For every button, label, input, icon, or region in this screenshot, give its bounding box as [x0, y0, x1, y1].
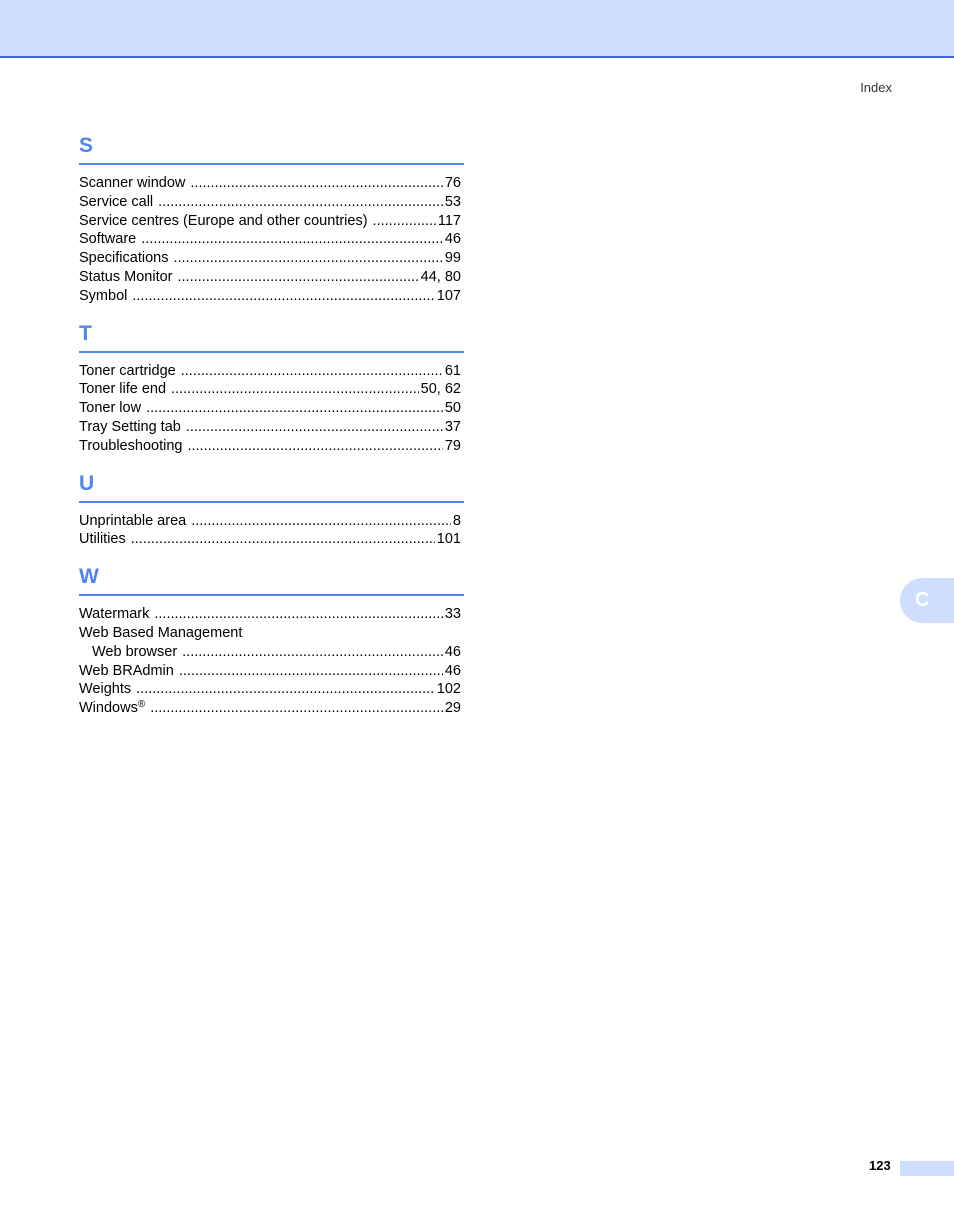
index-entry: [79, 362, 461, 381]
dot-leader: [171, 380, 419, 399]
entry-term: Toner cartridge: [79, 362, 176, 379]
entry-pages: 101: [436, 531, 461, 548]
entry-pages: 53: [444, 193, 461, 210]
entry-term: [79, 699, 145, 718]
chapter-tab-label: C: [915, 589, 930, 611]
index-section-u: [79, 470, 464, 550]
page-number-tab: [900, 1161, 954, 1176]
entry-pages: 46: [444, 662, 461, 679]
dot-leader: [191, 512, 451, 531]
section-letter: U: [79, 470, 464, 503]
entry-term: Troubleshooting: [79, 437, 183, 454]
page-number: 123: [869, 1158, 891, 1173]
entry-term: Watermark: [79, 606, 150, 623]
entry-term: Web browser: [92, 643, 178, 660]
index-section-w: [79, 563, 464, 718]
entry-pages: 29: [444, 700, 461, 717]
index-entry: [79, 512, 461, 531]
entry-pages: 99: [444, 250, 461, 267]
entry-term: Unprintable area: [79, 512, 187, 529]
index-entry: [79, 605, 461, 624]
dot-leader: [190, 174, 442, 193]
index-entry: [79, 437, 461, 456]
entry-term-text: Windows: [79, 700, 138, 717]
dot-leader: [373, 212, 436, 231]
entry-term: Weights: [79, 681, 132, 698]
index-entry: [79, 380, 461, 399]
index-entry: [79, 399, 461, 418]
index-entry: [79, 193, 461, 212]
dot-leader: [146, 399, 443, 418]
index-entry: [79, 530, 461, 549]
index-entry: [79, 418, 461, 437]
entry-term: Service call: [79, 193, 154, 210]
index-entry: [79, 662, 461, 681]
entry-term: Toner life end: [79, 381, 167, 398]
index-section-t: [79, 320, 464, 456]
dot-leader: [187, 437, 442, 456]
entry-pages: 102: [436, 681, 461, 698]
entry-pages: 76: [444, 175, 461, 191]
entry-pages: 33: [444, 606, 461, 623]
entry-pages: 50, 62: [420, 381, 461, 398]
entry-term: Software: [79, 231, 137, 248]
dot-leader: [131, 530, 435, 549]
dot-leader: [179, 662, 443, 681]
section-letter: T: [79, 320, 464, 353]
dot-leader: [132, 287, 434, 306]
dot-leader: [173, 249, 442, 268]
index-entry: [79, 680, 461, 699]
index-entry-heading: Web Based Management: [79, 624, 243, 641]
entry-term: Toner low: [79, 400, 142, 417]
entry-term: Scanner window: [79, 175, 186, 191]
header-section-label: Index: [860, 80, 892, 95]
entry-pages: 46: [444, 643, 461, 660]
dot-leader: [181, 362, 443, 381]
index-entry: [79, 174, 461, 193]
entry-pages: 46: [444, 231, 461, 248]
index-entry: [79, 249, 461, 268]
dot-leader: [178, 268, 419, 287]
dot-leader: [182, 643, 443, 662]
index-entry: [79, 268, 461, 287]
dot-leader: [186, 418, 443, 437]
dot-leader: [158, 193, 443, 212]
entry-term: Web BRAdmin: [79, 662, 174, 679]
index-entry: [79, 699, 461, 718]
entry-term: Status Monitor: [79, 268, 173, 285]
entry-pages: 117: [437, 212, 461, 229]
entry-pages: 44, 80: [420, 268, 461, 285]
entry-term: Symbol: [79, 287, 128, 304]
index-section-s: [79, 132, 464, 306]
entry-term: Specifications: [79, 250, 169, 267]
entry-term: Service centres (Europe and other countries): [79, 212, 368, 229]
top-header-band: [0, 0, 954, 58]
section-letter: S: [79, 132, 464, 165]
entry-pages: 8: [452, 512, 461, 529]
entry-pages: 107: [436, 287, 461, 304]
entry-pages: 37: [444, 418, 461, 435]
index-entry: [79, 212, 461, 231]
dot-leader: [141, 230, 443, 249]
index-subentry: [79, 643, 461, 662]
entry-pages: 50: [444, 400, 461, 417]
registered-mark: ®: [137, 699, 146, 711]
entry-pages: 79: [444, 437, 461, 454]
entry-term: Utilities: [79, 531, 126, 548]
chapter-side-tab: [900, 578, 954, 623]
index-entry: [79, 230, 461, 249]
dot-leader: [150, 699, 443, 718]
dot-leader: [154, 605, 443, 624]
index-entry: [79, 287, 461, 306]
dot-leader: [136, 680, 435, 699]
section-letter: W: [79, 563, 464, 596]
entry-pages: 61: [444, 362, 461, 379]
index-list: [79, 132, 464, 732]
entry-term: Tray Setting tab: [79, 418, 181, 435]
